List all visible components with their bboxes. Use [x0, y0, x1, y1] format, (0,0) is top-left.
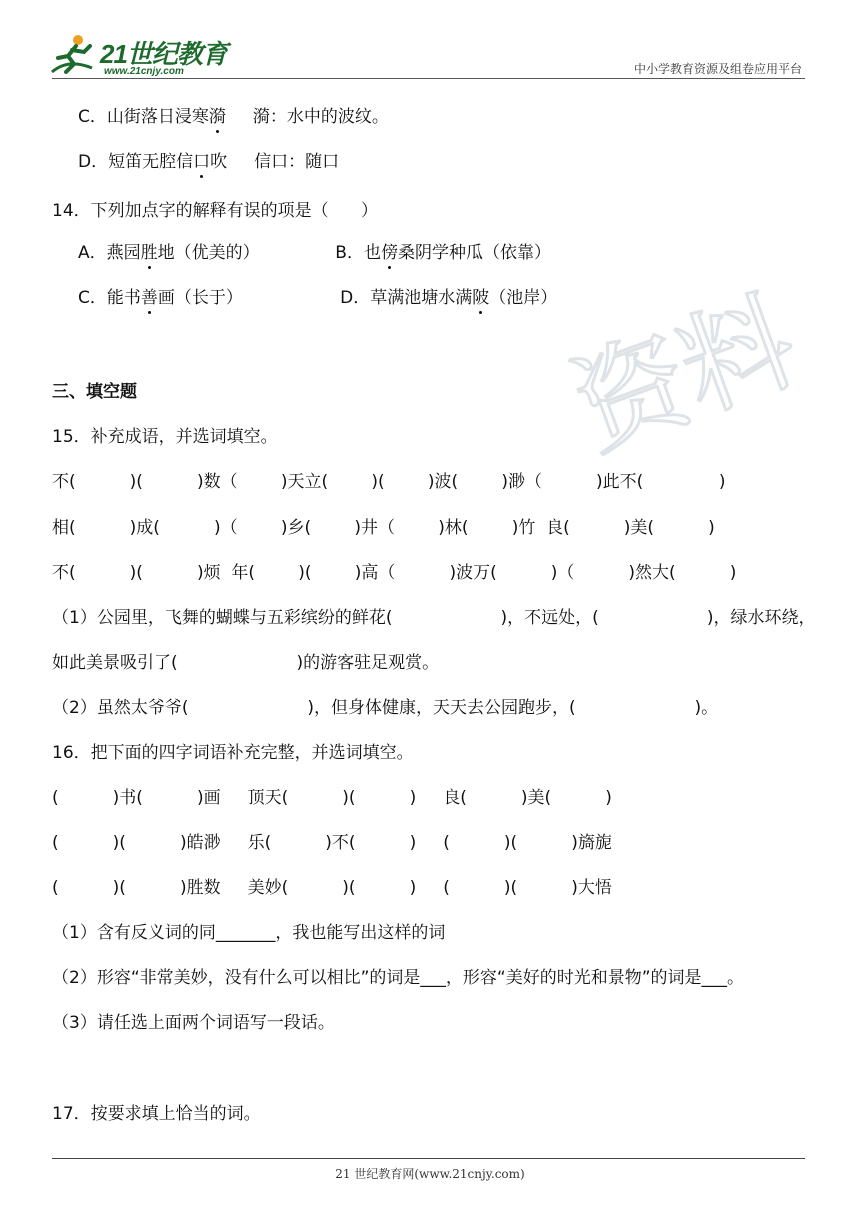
line-text: 15．补充成语，并选词填空。	[52, 427, 278, 447]
question-line	[52, 742, 414, 764]
question-line	[52, 607, 816, 629]
emphasis-dot-char: 漪	[208, 107, 226, 127]
question-line	[52, 562, 736, 584]
line-text: （3）请任选上面两个词语写一段话。	[52, 1013, 335, 1033]
question-line	[52, 697, 718, 719]
line-text: （2）形容“非常美妙，没有什么可以相比”的词是___，形容“美好的时光和景物”的词是___。	[52, 968, 745, 988]
line-text: A．燕园	[78, 243, 141, 263]
section-heading	[52, 381, 137, 403]
line-text: 漪：水中的波纹。	[225, 107, 389, 127]
line-text: C．山街落日浸寒	[78, 107, 209, 127]
line-text: （2）虽然太爷爷( )，但身体健康，天天去公园跑步，( )。	[52, 698, 719, 718]
line-text: 画（长于） D．草满池塘水满	[157, 288, 473, 308]
emphasis-dot-char: 傍	[380, 243, 398, 263]
question-line	[52, 967, 744, 989]
line-text: C．能书	[78, 288, 141, 308]
line-text: 三、填空题	[52, 382, 137, 402]
line-text: ( )( )皓渺 乐( )不( ) ( )( )旖旎	[52, 833, 612, 853]
line-text: 如此美景吸引了( )的游客驻足观赏。	[52, 653, 440, 673]
question-line	[52, 426, 278, 448]
emphasis-dot-char: 口	[193, 152, 211, 172]
line-text: 17．按要求填上恰当的词。	[52, 1104, 261, 1124]
line-text: 不( )( )烦 年( )( )高（ )波万( )（ )然大( )	[52, 563, 737, 583]
question-line	[78, 106, 389, 128]
line-text: 16．把下面的四字词语补充完整，并选词填空。	[52, 743, 414, 763]
site-logo	[48, 32, 228, 82]
emphasis-dot-char: 胜	[140, 243, 158, 263]
question-line	[52, 832, 612, 854]
logo-url: www.21cnjy.com	[104, 66, 184, 77]
question-line	[52, 200, 378, 222]
line-text: （池岸）	[489, 288, 558, 308]
emphasis-dot-char: 陂	[472, 288, 490, 308]
line-text: 不( )( )数（ )天立( )( )波( )渺（ )此不( )	[52, 472, 726, 492]
question-line	[78, 151, 339, 173]
line-text: 相( )成( )（ )乡( )井（ )林( )竹 良( )美( )	[52, 518, 715, 538]
question-line	[52, 1103, 261, 1125]
line-text: 吹 信口：随口	[210, 152, 340, 172]
question-line	[78, 287, 557, 309]
line-text: 14．下列加点字的解释有误的项是（ ）	[52, 201, 379, 221]
watermark-image	[557, 275, 813, 475]
header-divider	[52, 78, 805, 79]
question-line	[52, 652, 439, 674]
question-line	[78, 242, 551, 264]
line-text: D．短笛无腔信	[78, 152, 194, 172]
question-line	[52, 787, 612, 809]
question-line	[52, 517, 715, 539]
footer-text: 21 世纪教育网(www.21cnjy.com)	[335, 1167, 525, 1181]
platform-label: 中小学教育资源及组卷应用平台	[633, 62, 802, 76]
question-line	[52, 471, 726, 493]
question-line	[52, 922, 445, 944]
line-text: （1）公园里，飞舞的蝴蝶与五彩缤纷的鲜花( )，不远处，( )，绿水环绕，	[52, 608, 816, 628]
svg-text:资料: 资料	[557, 275, 813, 475]
line-text: 地（优美的） B．也	[157, 243, 381, 263]
line-text: 桑阴学种瓜（依靠）	[397, 243, 551, 263]
question-line	[52, 1012, 335, 1034]
line-text: ( )( )胜数 美妙( )( ) ( )( )大悟	[52, 878, 612, 898]
logo-title: 21世纪教育	[100, 39, 227, 69]
line-text: ( )书( )画 顶天( )( ) 良( )美( )	[52, 788, 612, 808]
question-line	[52, 877, 612, 899]
line-text: （1）含有反义词的同_______，我也能写出这样的词	[52, 923, 446, 943]
emphasis-dot-char: 善	[140, 288, 158, 308]
runner-logo-icon	[48, 32, 100, 78]
footer-divider	[52, 1158, 805, 1159]
